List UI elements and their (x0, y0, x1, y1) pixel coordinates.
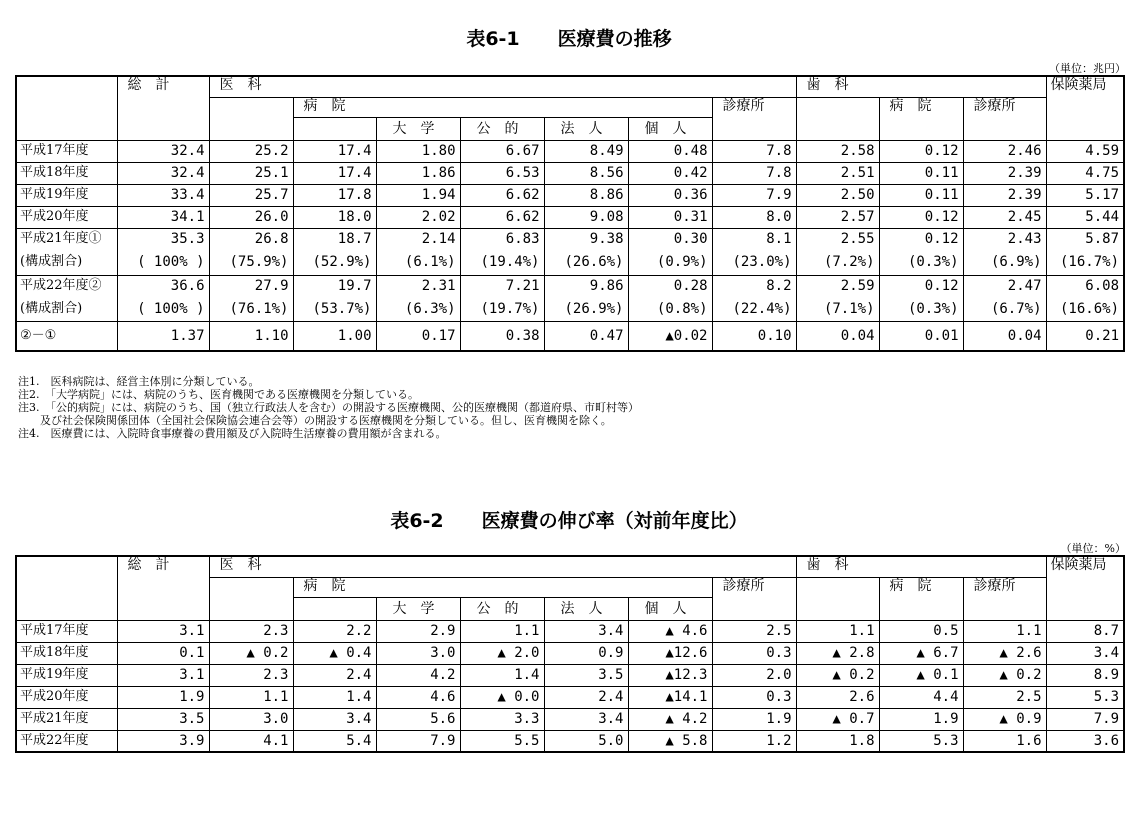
table-cell: 2.5 (963, 686, 1046, 708)
table-cell: 0.1 (117, 642, 209, 664)
table-cell: 5.0 (544, 730, 628, 752)
table-cell: 34.1 (117, 206, 209, 228)
table-cell: 2.57 (796, 206, 879, 228)
note-4: 注4. 医療費には、入院時食事療養の費用額及び入院時生活療養の費用額が含まれる。 (18, 427, 447, 440)
table-cell: 1.8 (796, 730, 879, 752)
table-cell: 2.39 (963, 184, 1046, 206)
table-cell: 0.31 (628, 206, 712, 228)
table-cell: 18.7 (293, 228, 376, 250)
row-label: 平成18年度 (16, 162, 117, 184)
table-cell: 2.14 (376, 228, 460, 250)
table-cell: (0.9%) (628, 250, 712, 275)
table-cell: (26.6%) (544, 250, 628, 275)
col-dental: 歯 科 (796, 76, 1046, 97)
row-label: 平成17年度 (16, 140, 117, 162)
table-cell: 2.02 (376, 206, 460, 228)
table-row (16, 206, 1124, 228)
table2-unit: （単位：%） (1060, 542, 1126, 555)
table-cell: 5.87 (1046, 228, 1124, 250)
table-row (16, 620, 1124, 642)
table-cell: 32.4 (117, 140, 209, 162)
note-3-cont: 及び社会保険関係団体（全国社会保険協会連合会等）の開設する医療機関を分類している。但し、医育機関を除く。 (18, 414, 612, 427)
row-label: (構成割合) (16, 250, 117, 275)
table-cell: 2.6 (796, 686, 879, 708)
col-public: 公 的 (460, 117, 544, 140)
table-cell: 17.4 (293, 140, 376, 162)
table-cell: 1.4 (460, 664, 544, 686)
table-cell: 25.2 (209, 140, 293, 162)
table-cell: 5.44 (1046, 206, 1124, 228)
table-cell: 7.9 (712, 184, 796, 206)
table-cell: 2.46 (963, 140, 1046, 162)
table-cell: 32.4 (117, 162, 209, 184)
table-cell: 2.58 (796, 140, 879, 162)
table-cell: 1.94 (376, 184, 460, 206)
table-cell: 7.21 (460, 275, 544, 297)
table-cell: ▲0.02 (628, 321, 712, 351)
table-cell: (16.6%) (1046, 297, 1124, 321)
table-cell: 2.55 (796, 228, 879, 250)
table-cell: 4.2 (376, 664, 460, 686)
table1-body (16, 140, 1124, 351)
row-label: 平成20年度 (16, 686, 117, 708)
col-medical: 医 科 (209, 556, 796, 577)
col-individual: 個 人 (628, 117, 712, 140)
table-cell: ▲ 4.2 (628, 708, 712, 730)
table-cell: 8.7 (1046, 620, 1124, 642)
col-hospital: 病 院 (293, 577, 712, 597)
table-cell: (19.7%) (460, 297, 544, 321)
table-cell: 0.04 (796, 321, 879, 351)
table-cell: (6.7%) (963, 297, 1046, 321)
table-row (16, 140, 1124, 162)
table-cell: 1.37 (117, 321, 209, 351)
table-cell: ( 100% ) (117, 250, 209, 275)
col-dental-hospital: 病 院 (879, 97, 963, 140)
table-row (16, 642, 1124, 664)
table-cell: 26.8 (209, 228, 293, 250)
table-cell: 26.0 (209, 206, 293, 228)
table2 (15, 555, 1125, 753)
note-2: 注2. 「大学病院」には、病院のうち、医育機関である医療機関を分類している。 (18, 388, 419, 401)
table-cell: 2.4 (293, 664, 376, 686)
table-cell: 0.48 (628, 140, 712, 162)
row-label: 平成19年度 (16, 664, 117, 686)
table-cell: 3.1 (117, 664, 209, 686)
table-cell: 1.9 (117, 686, 209, 708)
table-cell: 4.4 (879, 686, 963, 708)
table-cell: (16.7%) (1046, 250, 1124, 275)
table-cell: (0.8%) (628, 297, 712, 321)
table2-title: 表6-2 医療費の伸び率（対前年度比） (390, 510, 748, 532)
table-cell: 5.3 (1046, 686, 1124, 708)
row-label: 平成18年度 (16, 642, 117, 664)
table-cell: (6.9%) (963, 250, 1046, 275)
table-cell: 0.10 (712, 321, 796, 351)
table-cell: 2.51 (796, 162, 879, 184)
table-cell: ▲ 5.8 (628, 730, 712, 752)
col-hospital: 病 院 (293, 97, 712, 117)
table-cell: 0.30 (628, 228, 712, 250)
table-cell: 5.4 (293, 730, 376, 752)
row-label: 平成17年度 (16, 620, 117, 642)
table-cell: 0.47 (544, 321, 628, 351)
table-cell: 8.1 (712, 228, 796, 250)
table-cell: 25.7 (209, 184, 293, 206)
table-cell: 0.01 (879, 321, 963, 351)
table-cell: 7.9 (1046, 708, 1124, 730)
table-row (16, 162, 1124, 184)
table-cell: 2.2 (293, 620, 376, 642)
row-label: ②－① (16, 321, 117, 351)
table-row (16, 730, 1124, 752)
table-cell: 3.5 (117, 708, 209, 730)
table-cell: (0.3%) (879, 250, 963, 275)
table2-header (16, 556, 1124, 620)
table-cell: 1.9 (879, 708, 963, 730)
table-cell: 0.9 (544, 642, 628, 664)
table-cell: 7.8 (712, 162, 796, 184)
table-cell: 3.1 (117, 620, 209, 642)
table-cell: 4.6 (376, 686, 460, 708)
table-cell: 2.31 (376, 275, 460, 297)
table-cell: 2.0 (712, 664, 796, 686)
table-cell: 2.5 (712, 620, 796, 642)
table-cell: (76.1%) (209, 297, 293, 321)
table-cell: (19.4%) (460, 250, 544, 275)
col-public: 公 的 (460, 597, 544, 620)
col-clinic: 診療所 (712, 97, 796, 140)
table-cell: 0.11 (879, 184, 963, 206)
table-cell: 2.45 (963, 206, 1046, 228)
table-cell: ▲ 4.6 (628, 620, 712, 642)
table-cell: 3.4 (544, 620, 628, 642)
table-cell: 1.1 (460, 620, 544, 642)
table-cell: 1.10 (209, 321, 293, 351)
table-cell: ▲14.1 (628, 686, 712, 708)
col-university: 大 学 (376, 117, 460, 140)
table-cell: 6.67 (460, 140, 544, 162)
table-cell: 9.38 (544, 228, 628, 250)
table-cell: 1.1 (209, 686, 293, 708)
table-row (16, 664, 1124, 686)
table-cell: 2.43 (963, 228, 1046, 250)
table-cell: 0.12 (879, 140, 963, 162)
table-cell: 0.3 (712, 686, 796, 708)
table-cell: 0.3 (712, 642, 796, 664)
table-cell: 1.00 (293, 321, 376, 351)
table-cell: 3.6 (1046, 730, 1124, 752)
table-cell: 4.1 (209, 730, 293, 752)
table-cell: 6.53 (460, 162, 544, 184)
table-row (16, 321, 1124, 351)
table-cell: 1.4 (293, 686, 376, 708)
table-cell: 0.04 (963, 321, 1046, 351)
table-cell: ▲ 0.4 (293, 642, 376, 664)
table-cell: 3.4 (544, 708, 628, 730)
row-label: 平成20年度 (16, 206, 117, 228)
table-cell: ▲12.3 (628, 664, 712, 686)
table-cell: 2.39 (963, 162, 1046, 184)
table-cell: 1.1 (796, 620, 879, 642)
table-cell: 0.21 (1046, 321, 1124, 351)
col-total: 総 計 (117, 76, 209, 140)
table-cell: 18.0 (293, 206, 376, 228)
row-label: 平成22年度② (20, 278, 102, 294)
note-3: 注3. 「公的病院」には、病院のうち、国（独立行政法人を含む）の開設する医療機関、公的医療機関（都道府県、市町村等） (18, 401, 639, 414)
table-row (16, 297, 1124, 321)
table-cell: 3.5 (544, 664, 628, 686)
table-cell: (22.4%) (712, 297, 796, 321)
table-cell: 2.50 (796, 184, 879, 206)
table-cell: 2.47 (963, 275, 1046, 297)
table-cell: ▲ 0.2 (796, 664, 879, 686)
table-cell: 8.2 (712, 275, 796, 297)
table-cell: 25.1 (209, 162, 293, 184)
table1-header (16, 76, 1124, 140)
table-cell: 1.6 (963, 730, 1046, 752)
col-dental-clinic: 診療所 (963, 577, 1046, 620)
col-total: 総 計 (117, 556, 209, 620)
table-cell: 9.08 (544, 206, 628, 228)
table-cell: ▲ 0.0 (460, 686, 544, 708)
table1-unit: （単位：兆円） (1049, 62, 1126, 75)
table-cell: 8.49 (544, 140, 628, 162)
table-cell: 8.9 (1046, 664, 1124, 686)
table-cell: 2.3 (209, 664, 293, 686)
table-cell: 0.36 (628, 184, 712, 206)
table-cell: 1.2 (712, 730, 796, 752)
table-cell: 4.75 (1046, 162, 1124, 184)
col-dental-hospital: 病 院 (879, 577, 963, 620)
col-corporate: 法 人 (544, 117, 628, 140)
table-cell: 3.4 (293, 708, 376, 730)
table-cell: 33.4 (117, 184, 209, 206)
row-label: 平成21年度 (16, 708, 117, 730)
table-cell: 1.9 (712, 708, 796, 730)
table-cell: (75.9%) (209, 250, 293, 275)
table-cell: (6.3%) (376, 297, 460, 321)
table-row (16, 184, 1124, 206)
table-cell: 3.0 (209, 708, 293, 730)
table-row (16, 250, 1124, 275)
table-cell: ▲ 0.1 (879, 664, 963, 686)
table-cell: 0.12 (879, 228, 963, 250)
table-cell: (23.0%) (712, 250, 796, 275)
table-cell: (6.1%) (376, 250, 460, 275)
col-medical: 医 科 (209, 76, 796, 97)
table-cell: ▲ 2.6 (963, 642, 1046, 664)
row-label: (構成割合) (16, 297, 117, 321)
table-cell: 7.8 (712, 140, 796, 162)
table-cell: 0.28 (628, 275, 712, 297)
table-cell: ▲ 6.7 (879, 642, 963, 664)
table-cell: 6.08 (1046, 275, 1124, 297)
table-cell: 17.4 (293, 162, 376, 184)
col-pharmacy: 保険薬局 (1046, 556, 1124, 620)
table-cell: 6.62 (460, 184, 544, 206)
table-cell: ▲ 2.0 (460, 642, 544, 664)
table-cell: 27.9 (209, 275, 293, 297)
col-dental: 歯 科 (796, 556, 1046, 577)
table-cell: (53.7%) (293, 297, 376, 321)
table-cell: 5.3 (879, 730, 963, 752)
table2-body (16, 620, 1124, 752)
table-cell: 19.7 (293, 275, 376, 297)
table-cell: 8.0 (712, 206, 796, 228)
table-cell: 3.3 (460, 708, 544, 730)
table-cell: (26.9%) (544, 297, 628, 321)
table-cell: 36.6 (117, 275, 209, 297)
table-cell: 2.59 (796, 275, 879, 297)
col-clinic: 診療所 (712, 577, 796, 620)
table-cell: 1.86 (376, 162, 460, 184)
table-cell: (0.3%) (879, 297, 963, 321)
table-cell: ▲ 0.9 (963, 708, 1046, 730)
table-cell: 35.3 (117, 228, 209, 250)
table-cell: 1.1 (963, 620, 1046, 642)
table-cell: 3.9 (117, 730, 209, 752)
table-cell: 17.8 (293, 184, 376, 206)
table-cell: 0.12 (879, 275, 963, 297)
table-cell: 8.56 (544, 162, 628, 184)
row-label: 平成19年度 (16, 184, 117, 206)
table-cell: 0.5 (879, 620, 963, 642)
table-row (16, 228, 1124, 250)
table-cell: 0.17 (376, 321, 460, 351)
col-dental-clinic: 診療所 (963, 97, 1046, 140)
row-label: 平成22年度 (20, 732, 89, 748)
table-cell: 0.42 (628, 162, 712, 184)
table-cell: 6.83 (460, 228, 544, 250)
table-cell: 1.80 (376, 140, 460, 162)
table-cell: 5.17 (1046, 184, 1124, 206)
col-pharmacy: 保険薬局 (1046, 76, 1124, 140)
col-individual: 個 人 (628, 597, 712, 620)
table-cell: ▲ 0.2 (963, 664, 1046, 686)
table-cell: ▲12.6 (628, 642, 712, 664)
col-corporate: 法 人 (544, 597, 628, 620)
table1-title: 表6-1 医療費の推移 (466, 28, 672, 50)
table-cell: 5.5 (460, 730, 544, 752)
table-cell: (7.2%) (796, 250, 879, 275)
table-cell: 0.11 (879, 162, 963, 184)
table-row (16, 686, 1124, 708)
table1 (15, 75, 1125, 352)
table-cell: 8.86 (544, 184, 628, 206)
table-row (16, 275, 1124, 297)
table-cell: 0.12 (879, 206, 963, 228)
col-university: 大 学 (376, 597, 460, 620)
table-cell: ( 100% ) (117, 297, 209, 321)
table-cell: 5.6 (376, 708, 460, 730)
table-cell: (52.9%) (293, 250, 376, 275)
table-cell: ▲ 2.8 (796, 642, 879, 664)
table-cell: ▲ 0.7 (796, 708, 879, 730)
table-cell: 6.62 (460, 206, 544, 228)
table-cell: 0.38 (460, 321, 544, 351)
notes (18, 375, 639, 440)
row-label: 平成21年度① (20, 231, 102, 247)
table-cell: 3.4 (1046, 642, 1124, 664)
note-1: 注1. 医科病院は、経営主体別に分類している。 (18, 375, 260, 388)
table-cell: 2.9 (376, 620, 460, 642)
table-cell: 3.0 (376, 642, 460, 664)
table-cell: (7.1%) (796, 297, 879, 321)
table-cell: 7.9 (376, 730, 460, 752)
table-cell: 2.4 (544, 686, 628, 708)
table-cell: 9.86 (544, 275, 628, 297)
table-cell: ▲ 0.2 (209, 642, 293, 664)
table-cell: 4.59 (1046, 140, 1124, 162)
table-cell: 2.3 (209, 620, 293, 642)
table-row (16, 708, 1124, 730)
